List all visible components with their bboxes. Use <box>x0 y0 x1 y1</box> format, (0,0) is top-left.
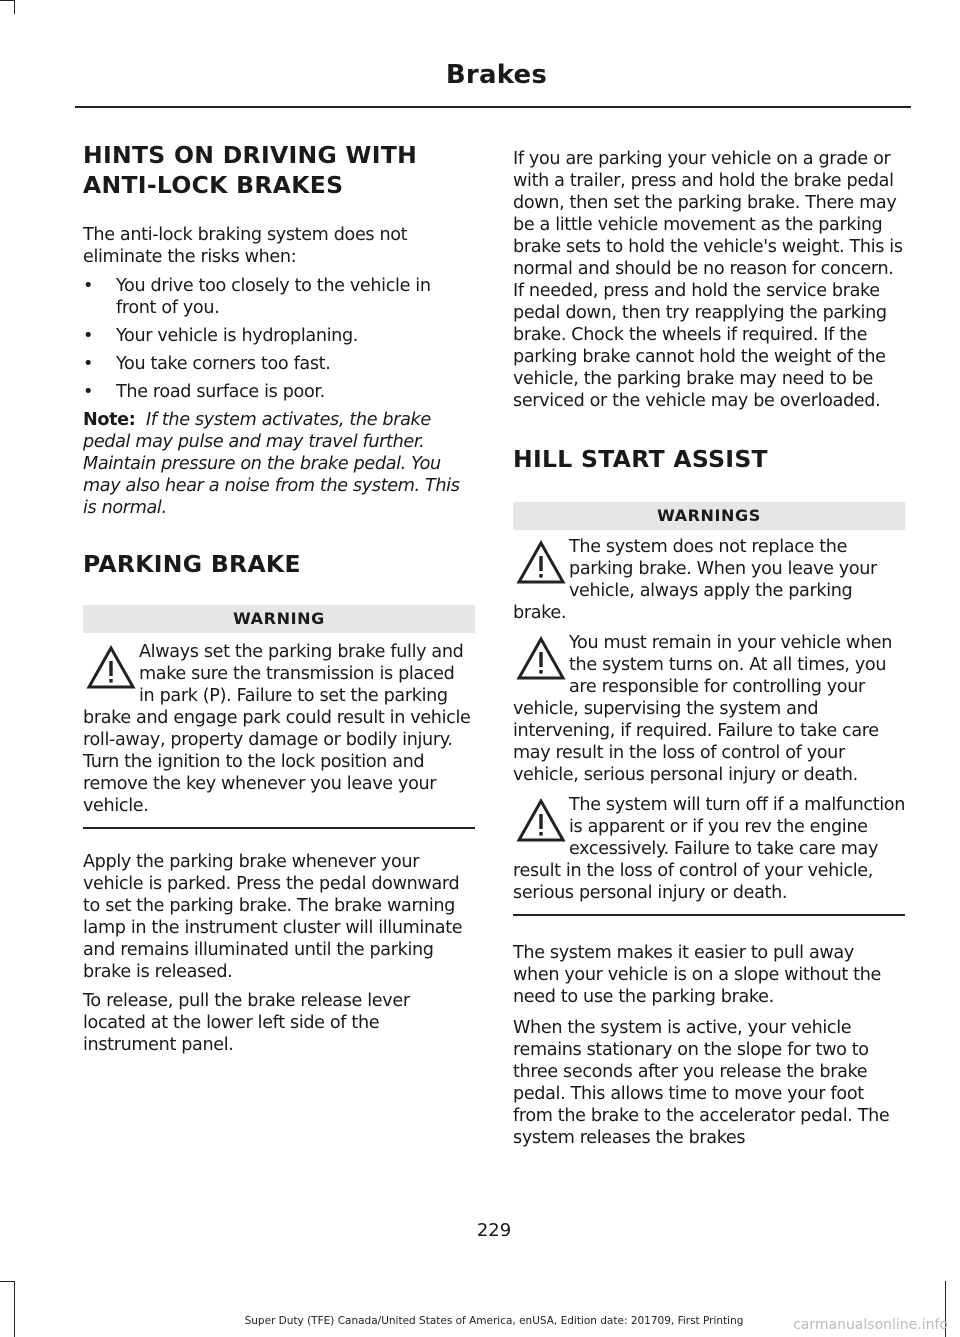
list-item-text: You take corners too fast. <box>116 354 331 374</box>
header-divider <box>75 106 911 108</box>
list-item-text: The road surface is poor. <box>116 382 325 402</box>
heading-line: HINTS ON DRIVING WITH <box>83 141 418 169</box>
left-column <box>83 140 475 1056</box>
warning-triangle-icon <box>513 794 569 852</box>
list-item-text: Your vehicle is hydroplaning. <box>116 326 359 346</box>
warning-text: You must remain in your vehicle when the system turns on. At all times, you are responsible for controlling your vehicle, supervising the system and intervening, if required. Failure to take care may result in the loss of control of your vehicle, serious personal injury or death. <box>513 633 893 785</box>
section-heading-hill: HILL START ASSIST <box>513 445 768 473</box>
abs-intro: The anti-lock braking system does not eliminate the risks when: <box>83 225 408 267</box>
grade-paragraph: If you are parking your vehicle on a grade or with a trailer, press and hold the brake pedal down, then set the parking brake. There may be a little vehicle movement as the parking brake sets to hold the vehicle's weight. This is normal and should be no reason for concern. If needed, press and hold the service brake pedal down, then try reapplying the parking brake. Chock the wheels if required. If the parking brake cannot hold the weight of the vehicle, the parking brake may need to be serviced or the vehicle may be overloaded. <box>513 149 903 411</box>
warning-banner: WARNING <box>83 605 475 633</box>
hill-paragraph-2: When the system is active, your vehicle remains stationary on the slope for two to three seconds after you release the brake pedal. This allows time to move your foot from the brake to the accelerator pedal. The system releases the brakes <box>513 1018 890 1148</box>
page-title: Brakes <box>445 60 547 90</box>
heading-line: ANTI-LOCK BRAKES <box>83 171 344 199</box>
note-label: Note: <box>83 410 136 430</box>
warnings-banner: WARNINGS <box>513 502 905 530</box>
warning-text: The system does not replace the parking brake. When you leave your vehicle, always apply the parking brake. <box>513 537 877 623</box>
page-number: 229 <box>476 1220 512 1241</box>
warning-item <box>513 632 905 786</box>
warning-triangle-icon <box>513 632 569 690</box>
warning-item <box>83 641 475 817</box>
warning-triangle-icon <box>513 536 569 594</box>
section-heading-parking: PARKING BRAKE <box>83 550 301 578</box>
crop-mark <box>14 1281 15 1337</box>
list-item-text: You drive too closely to the vehicle in front of you. <box>116 276 431 318</box>
crop-mark <box>0 1281 14 1282</box>
warning-text: Always set the parking brake fully and make sure the transmission is placed in park (P). Failure to set the parking brake and engage park could result in vehicle roll-away, property damage or bodily injury. Turn the ignition to the lock position and remove the key whenever you leave your vehicle. <box>83 642 471 816</box>
warning-item <box>513 536 905 624</box>
note <box>83 409 475 519</box>
warning-triangle-icon <box>83 641 139 699</box>
note-text: If the system activates, the brake pedal may pulse and may travel further. Maintain pressure on the brake pedal. You may also hear a noise from the system. This is normal. <box>83 410 460 518</box>
crop-mark <box>0 0 14 1</box>
warning-item <box>513 794 905 904</box>
hill-paragraph-1: The system makes it easier to pull away when your vehicle is on a slope without the need to use the parking brake. <box>513 943 882 1007</box>
warning-text: The system will turn off if a malfunction is apparent or if you rev the engine excessively. Failure to take care may result in the loss of control of your vehicle, serious personal injury or death. <box>513 795 905 903</box>
release-paragraph: To release, pull the brake release lever located at the lower left side of the instrument panel. <box>83 991 410 1055</box>
list-item: • You drive too closely to the vehicle in front of you. <box>83 275 475 319</box>
apply-paragraph: Apply the parking brake whenever your vehicle is parked. Press the pedal downward to set the parking brake. The brake warning lamp in the instrument cluster will illuminate and remains illuminated until the parking brake is released. <box>83 852 463 982</box>
watermark: carmanualsonline.info <box>793 1317 948 1333</box>
edition-footer: Super Duty (TFE) Canada/United States of America, enUSA, Edition date: 201709, First Printing <box>244 1315 744 1327</box>
list-item: • The road surface is poor. <box>83 382 325 402</box>
list-item: • Your vehicle is hydroplaning. <box>83 326 359 346</box>
crop-mark <box>14 0 15 14</box>
section-heading-abs <box>83 140 475 200</box>
right-column <box>513 148 905 1149</box>
list-item: • You take corners too fast. <box>83 354 331 374</box>
